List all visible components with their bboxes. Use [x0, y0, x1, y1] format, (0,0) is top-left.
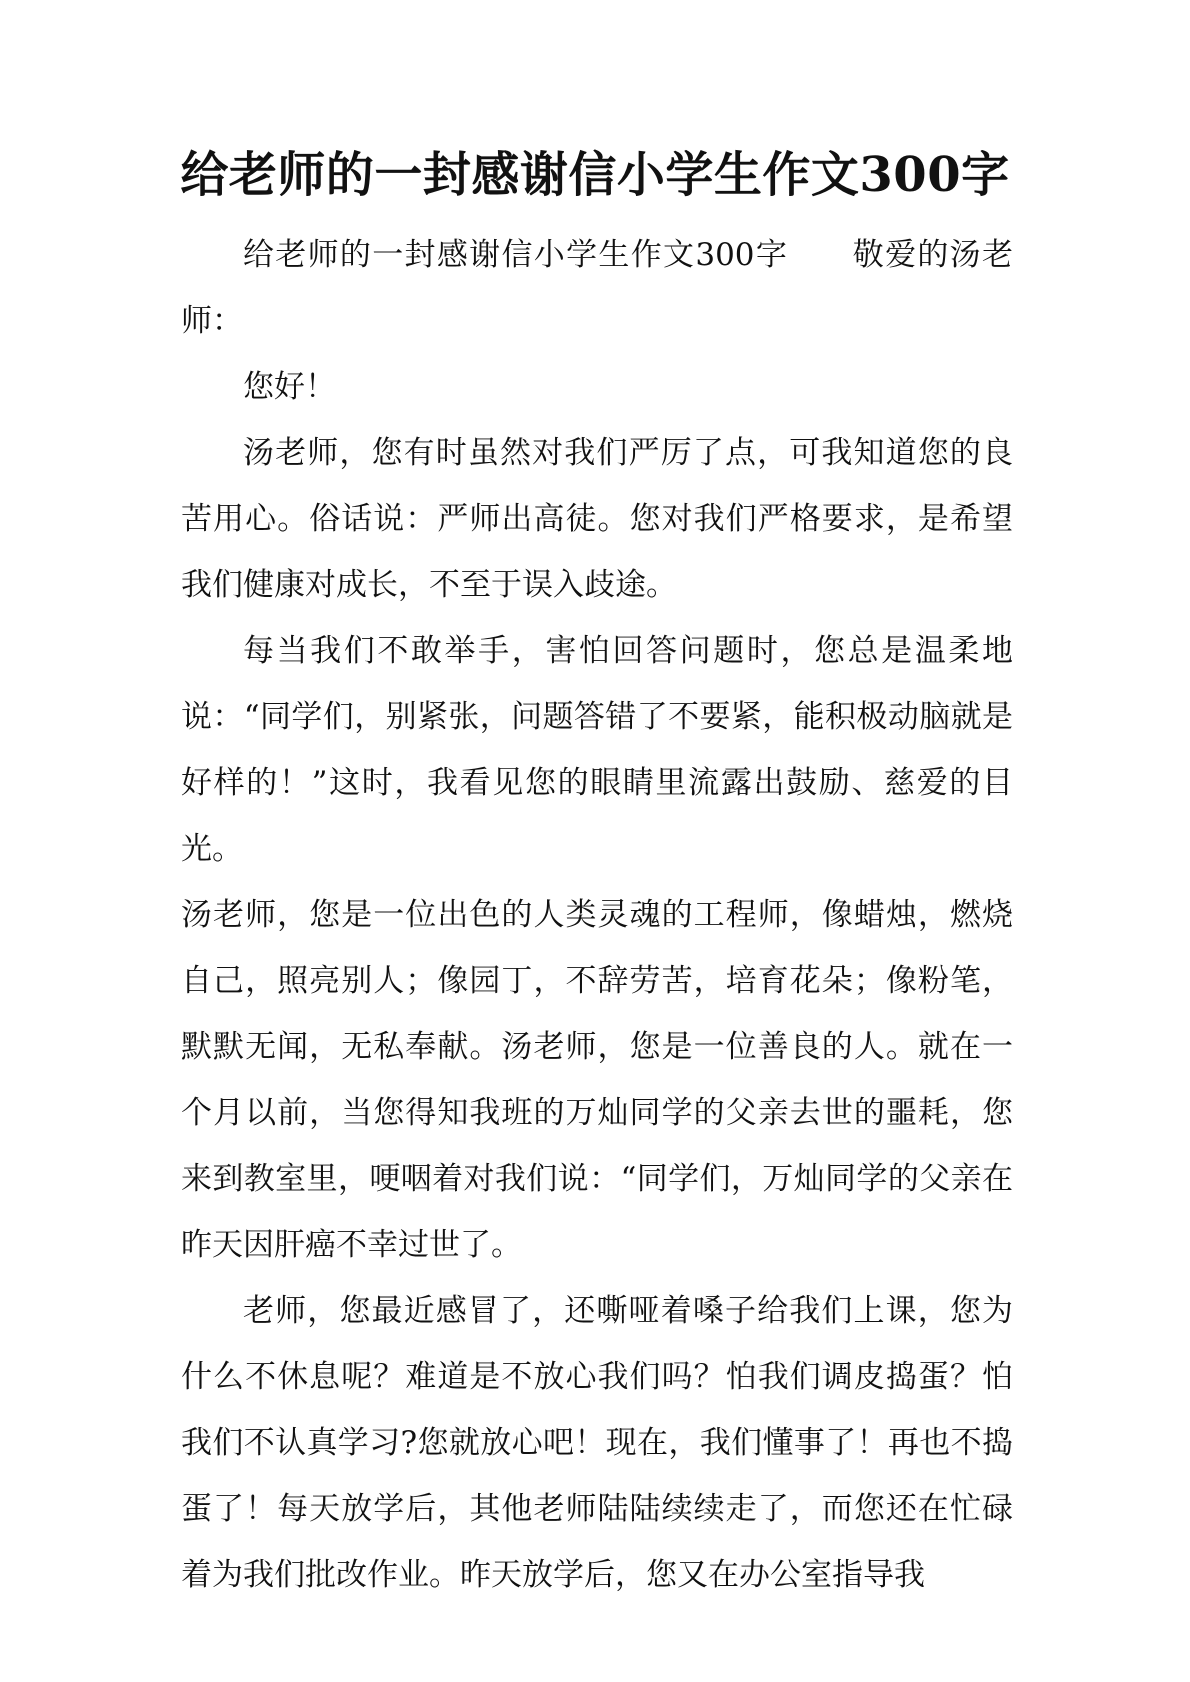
page-title: 给老师的一封感谢信小学生作文300字 — [180, 147, 1010, 203]
paragraph-engineer-of-souls: 汤老师，您是一位出色的人类灵魂的工程师，像蜡烛，燃烧自己，照亮别人；像园丁，不辞劳苦，培育花朵；像粉笔，默默无闻，无私奉献。汤老师，您是一位善良的人。就在一个月以前，当您得知我班的万灿同学的父亲去世的噩耗，您来到教室里，哽咽着对我们说：“同学们，万灿同学的父亲在昨天因肝癌不幸过世了。 — [181, 897, 1013, 1263]
paragraph-greeting: 您好！ — [243, 369, 336, 405]
paragraph-encouragement: 每当我们不敢举手，害怕回答问题时，您总是温柔地说：“同学们，别紧张，问题答错了不要紧，能积极动脑就是好样的！”这时，我看见您的眼睛里流露出鼓励、慈爱的目光。 — [181, 633, 1013, 867]
paragraph-illness: 老师，您最近感冒了，还嘶哑着嗓子给我们上课，您为什么不休息呢？难道是不放心我们吗？怕我们调皮捣蛋？怕我们不认真学习?您就放心吧！现在，我们懂事了！再也不捣蛋了！每天放学后，其他老师陆陆续续走了，而您还在忙碌着为我们批改作业。昨天放学后，您又在办公室指导我 — [181, 1293, 1013, 1593]
paragraph-salutation: 给老师的一封感谢信小学生作文300字 敬爱的汤老师： — [181, 237, 1013, 339]
letter-body — [181, 222, 1013, 1608]
paragraph-strict-teacher: 汤老师，您有时虽然对我们严厉了点，可我知道您的良苦用心。俗话说：严师出高徒。您对我们严格要求，是希望我们健康对成长，不至于误入歧途。 — [181, 435, 1013, 603]
